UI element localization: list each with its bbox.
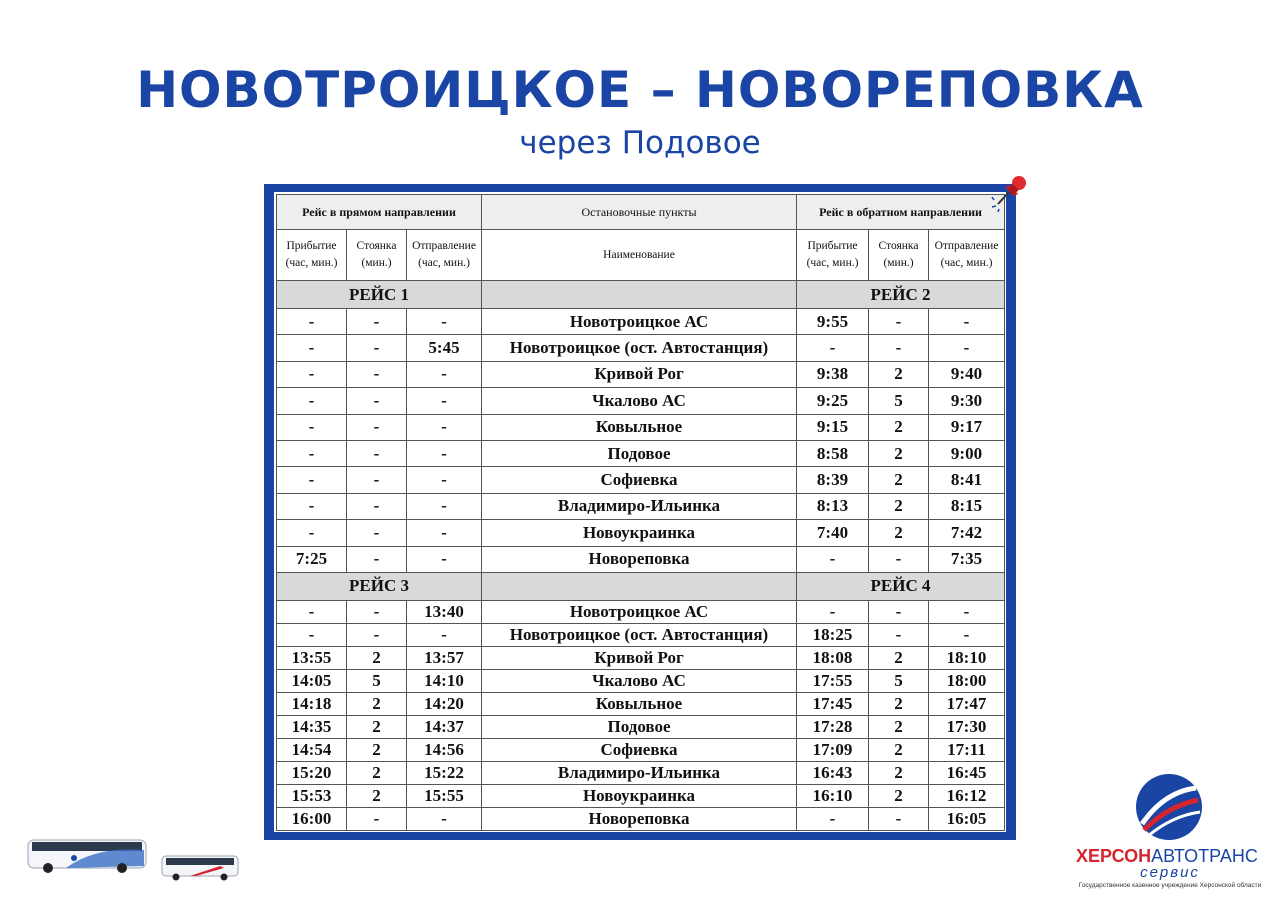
time-cell: - (277, 388, 347, 414)
time-cell: - (407, 623, 482, 646)
table-row (277, 309, 1005, 335)
time-cell: 13:55 (277, 646, 347, 669)
time-cell: - (347, 493, 407, 519)
stop-name-cell: Ковыльное (482, 692, 797, 715)
time-cell: 7:42 (929, 520, 1005, 546)
run-label-blank (482, 281, 797, 309)
table-row (277, 646, 1005, 669)
time-cell: - (407, 388, 482, 414)
stop-name-cell: Владимиро-Ильинка (482, 761, 797, 784)
stop-name-cell: Владимиро-Ильинка (482, 493, 797, 519)
table-row (277, 440, 1005, 466)
time-cell: - (347, 335, 407, 361)
time-cell: 2 (347, 738, 407, 761)
time-cell: 2 (347, 784, 407, 807)
time-cell: 15:22 (407, 761, 482, 784)
time-cell: - (277, 335, 347, 361)
time-cell: - (277, 440, 347, 466)
time-cell: 2 (869, 738, 929, 761)
stop-name-cell: Кривой Рог (482, 646, 797, 669)
time-cell: - (407, 520, 482, 546)
time-cell: 8:58 (797, 440, 869, 466)
run-label-forward: РЕЙС 1 (277, 281, 482, 309)
stop-name-cell: Софиевка (482, 467, 797, 493)
stop-name-cell: Новоукраинка (482, 784, 797, 807)
table-row (277, 623, 1005, 646)
time-cell: 8:13 (797, 493, 869, 519)
time-cell: - (869, 335, 929, 361)
time-cell: 2 (869, 692, 929, 715)
time-cell: 2 (347, 715, 407, 738)
time-cell: 2 (869, 761, 929, 784)
table-group-header-row (277, 195, 1005, 230)
time-cell: - (869, 623, 929, 646)
stop-name-cell: Подовое (482, 440, 797, 466)
time-cell: - (407, 309, 482, 335)
logo-service: сервис (1140, 864, 1200, 881)
time-cell: - (347, 388, 407, 414)
time-cell: 2 (869, 493, 929, 519)
time-cell: - (347, 623, 407, 646)
page-title: НОВОТРОИЦКОЕ – НОВОРЕПОВКА (136, 61, 1144, 119)
time-cell: 2 (347, 646, 407, 669)
time-cell: - (347, 520, 407, 546)
time-cell: 14:10 (407, 669, 482, 692)
schedule-table-wrapper (274, 192, 1006, 832)
group-backward-header: Рейс в обратном направлении (797, 195, 1005, 230)
time-cell: 17:11 (929, 738, 1005, 761)
time-cell: 18:00 (929, 669, 1005, 692)
time-cell: - (929, 623, 1005, 646)
time-cell: - (347, 361, 407, 387)
table-row (277, 761, 1005, 784)
stop-name-cell: Новотроицкое (ост. Автостанция) (482, 623, 797, 646)
time-cell: 18:10 (929, 646, 1005, 669)
table-row (277, 493, 1005, 519)
time-cell: 16:43 (797, 761, 869, 784)
table-row (277, 807, 1005, 830)
time-cell: 5:45 (407, 335, 482, 361)
time-cell: 2 (347, 692, 407, 715)
col-arrival-back: Прибытие (час, мин.) (797, 230, 869, 281)
time-cell: 15:53 (277, 784, 347, 807)
time-cell: - (407, 467, 482, 493)
table-row (277, 520, 1005, 546)
time-cell: - (929, 600, 1005, 623)
col-stop-name: Наименование (482, 230, 797, 281)
time-cell: 9:30 (929, 388, 1005, 414)
time-cell: 9:15 (797, 414, 869, 440)
time-cell: 14:56 (407, 738, 482, 761)
time-cell: 17:28 (797, 715, 869, 738)
time-cell: - (869, 309, 929, 335)
time-cell: 15:20 (277, 761, 347, 784)
time-cell: 9:55 (797, 309, 869, 335)
time-cell: - (347, 440, 407, 466)
time-cell: 2 (869, 414, 929, 440)
time-cell: 2 (869, 646, 929, 669)
table-row (277, 361, 1005, 387)
table-row (277, 335, 1005, 361)
time-cell: 14:35 (277, 715, 347, 738)
time-cell: - (929, 309, 1005, 335)
time-cell: 8:41 (929, 467, 1005, 493)
run-header-row (277, 281, 1005, 309)
bus-icon (160, 852, 240, 882)
page-subtitle: через Подовое (519, 125, 761, 161)
time-cell: - (277, 467, 347, 493)
time-cell: - (277, 414, 347, 440)
table-column-header-row (277, 230, 1005, 281)
time-cell: - (277, 309, 347, 335)
time-cell: 16:45 (929, 761, 1005, 784)
logo-name-red: ХЕРСОН (1076, 846, 1152, 866)
group-stops-header: Остановочные пункты (482, 195, 797, 230)
group-forward-header: Рейс в прямом направлении (277, 195, 482, 230)
time-cell: - (797, 600, 869, 623)
stop-name-cell: Подовое (482, 715, 797, 738)
time-cell: 14:37 (407, 715, 482, 738)
time-cell: 7:35 (929, 546, 1005, 572)
col-stop-fwd: Стоянка (мин.) (347, 230, 407, 281)
table-row (277, 546, 1005, 572)
time-cell: 16:05 (929, 807, 1005, 830)
time-cell: - (797, 546, 869, 572)
stop-name-cell: Новотроицкое АС (482, 309, 797, 335)
time-cell: 9:25 (797, 388, 869, 414)
schedule-table (276, 194, 1005, 831)
time-cell: - (347, 414, 407, 440)
stop-name-cell: Чкалово АС (482, 669, 797, 692)
time-cell: - (797, 335, 869, 361)
time-cell: 9:38 (797, 361, 869, 387)
time-cell: - (277, 493, 347, 519)
stop-name-cell: Новотроицкое АС (482, 600, 797, 623)
time-cell: - (407, 414, 482, 440)
logo-name-blue: АВТОТРАНС (1151, 846, 1258, 866)
time-cell: 17:47 (929, 692, 1005, 715)
col-depart-fwd: Отправление (час, мин.) (407, 230, 482, 281)
stop-name-cell: Кривой Рог (482, 361, 797, 387)
col-stop-back: Стоянка (мин.) (869, 230, 929, 281)
stop-name-cell: Новоукраинка (482, 520, 797, 546)
time-cell: 14:18 (277, 692, 347, 715)
time-cell: - (407, 361, 482, 387)
table-row (277, 414, 1005, 440)
time-cell: 2 (869, 467, 929, 493)
table-row (277, 467, 1005, 493)
time-cell: 2 (869, 440, 929, 466)
run-label-forward: РЕЙС 3 (277, 572, 482, 600)
stop-name-cell: Новореповка (482, 546, 797, 572)
time-cell: 8:15 (929, 493, 1005, 519)
time-cell: 14:20 (407, 692, 482, 715)
time-cell: 17:09 (797, 738, 869, 761)
time-cell: 7:40 (797, 520, 869, 546)
time-cell: - (347, 467, 407, 493)
table-row (277, 669, 1005, 692)
time-cell: - (797, 807, 869, 830)
table-row (277, 692, 1005, 715)
time-cell: - (407, 546, 482, 572)
time-cell: - (277, 623, 347, 646)
time-cell: 17:30 (929, 715, 1005, 738)
table-row (277, 600, 1005, 623)
time-cell: 9:00 (929, 440, 1005, 466)
stop-name-cell: Ковыльное (482, 414, 797, 440)
time-cell: - (277, 520, 347, 546)
time-cell: 7:25 (277, 546, 347, 572)
run-header-row (277, 572, 1005, 600)
time-cell: - (869, 546, 929, 572)
time-cell: 9:40 (929, 361, 1005, 387)
bus-icon (26, 836, 148, 874)
time-cell: - (929, 335, 1005, 361)
time-cell: - (347, 309, 407, 335)
time-cell: 2 (869, 715, 929, 738)
table-row (277, 738, 1005, 761)
time-cell: 17:45 (797, 692, 869, 715)
stop-name-cell: Новореповка (482, 807, 797, 830)
time-cell: 5 (869, 388, 929, 414)
time-cell: - (347, 600, 407, 623)
time-cell: - (347, 546, 407, 572)
time-cell: 2 (869, 361, 929, 387)
time-cell: 14:54 (277, 738, 347, 761)
logo-swoosh-icon (1134, 772, 1204, 842)
time-cell: - (407, 493, 482, 519)
time-cell: 14:05 (277, 669, 347, 692)
time-cell: 5 (347, 669, 407, 692)
table-row (277, 715, 1005, 738)
time-cell: - (869, 807, 929, 830)
time-cell: 9:17 (929, 414, 1005, 440)
time-cell: 18:25 (797, 623, 869, 646)
time-cell: 8:39 (797, 467, 869, 493)
time-cell: 16:00 (277, 807, 347, 830)
pushpin-icon (990, 172, 1030, 212)
time-cell: 2 (869, 784, 929, 807)
stop-name-cell: Софиевка (482, 738, 797, 761)
col-arrival-fwd: Прибытие (час, мин.) (277, 230, 347, 281)
table-row (277, 388, 1005, 414)
table-row (277, 784, 1005, 807)
company-logo (1070, 772, 1270, 898)
time-cell: - (869, 600, 929, 623)
logo-tagline: Государственное казенное учреждение Херсонской области (1078, 882, 1262, 889)
time-cell: 5 (869, 669, 929, 692)
schedule-frame (264, 184, 1016, 840)
time-cell: 13:57 (407, 646, 482, 669)
time-cell: 17:55 (797, 669, 869, 692)
time-cell: 16:12 (929, 784, 1005, 807)
col-depart-back: Отправление (час, мин.) (929, 230, 1005, 281)
time-cell: 2 (869, 520, 929, 546)
stop-name-cell: Новотроицкое (ост. Автостанция) (482, 335, 797, 361)
time-cell: 18:08 (797, 646, 869, 669)
time-cell: - (407, 807, 482, 830)
run-label-blank (482, 572, 797, 600)
run-label-backward: РЕЙС 4 (797, 572, 1005, 600)
time-cell: 16:10 (797, 784, 869, 807)
time-cell: - (277, 600, 347, 623)
run-label-backward: РЕЙС 2 (797, 281, 1005, 309)
time-cell: - (407, 440, 482, 466)
time-cell: - (277, 361, 347, 387)
time-cell: 15:55 (407, 784, 482, 807)
time-cell: 2 (347, 761, 407, 784)
stop-name-cell: Чкалово АС (482, 388, 797, 414)
time-cell: 13:40 (407, 600, 482, 623)
time-cell: - (347, 807, 407, 830)
